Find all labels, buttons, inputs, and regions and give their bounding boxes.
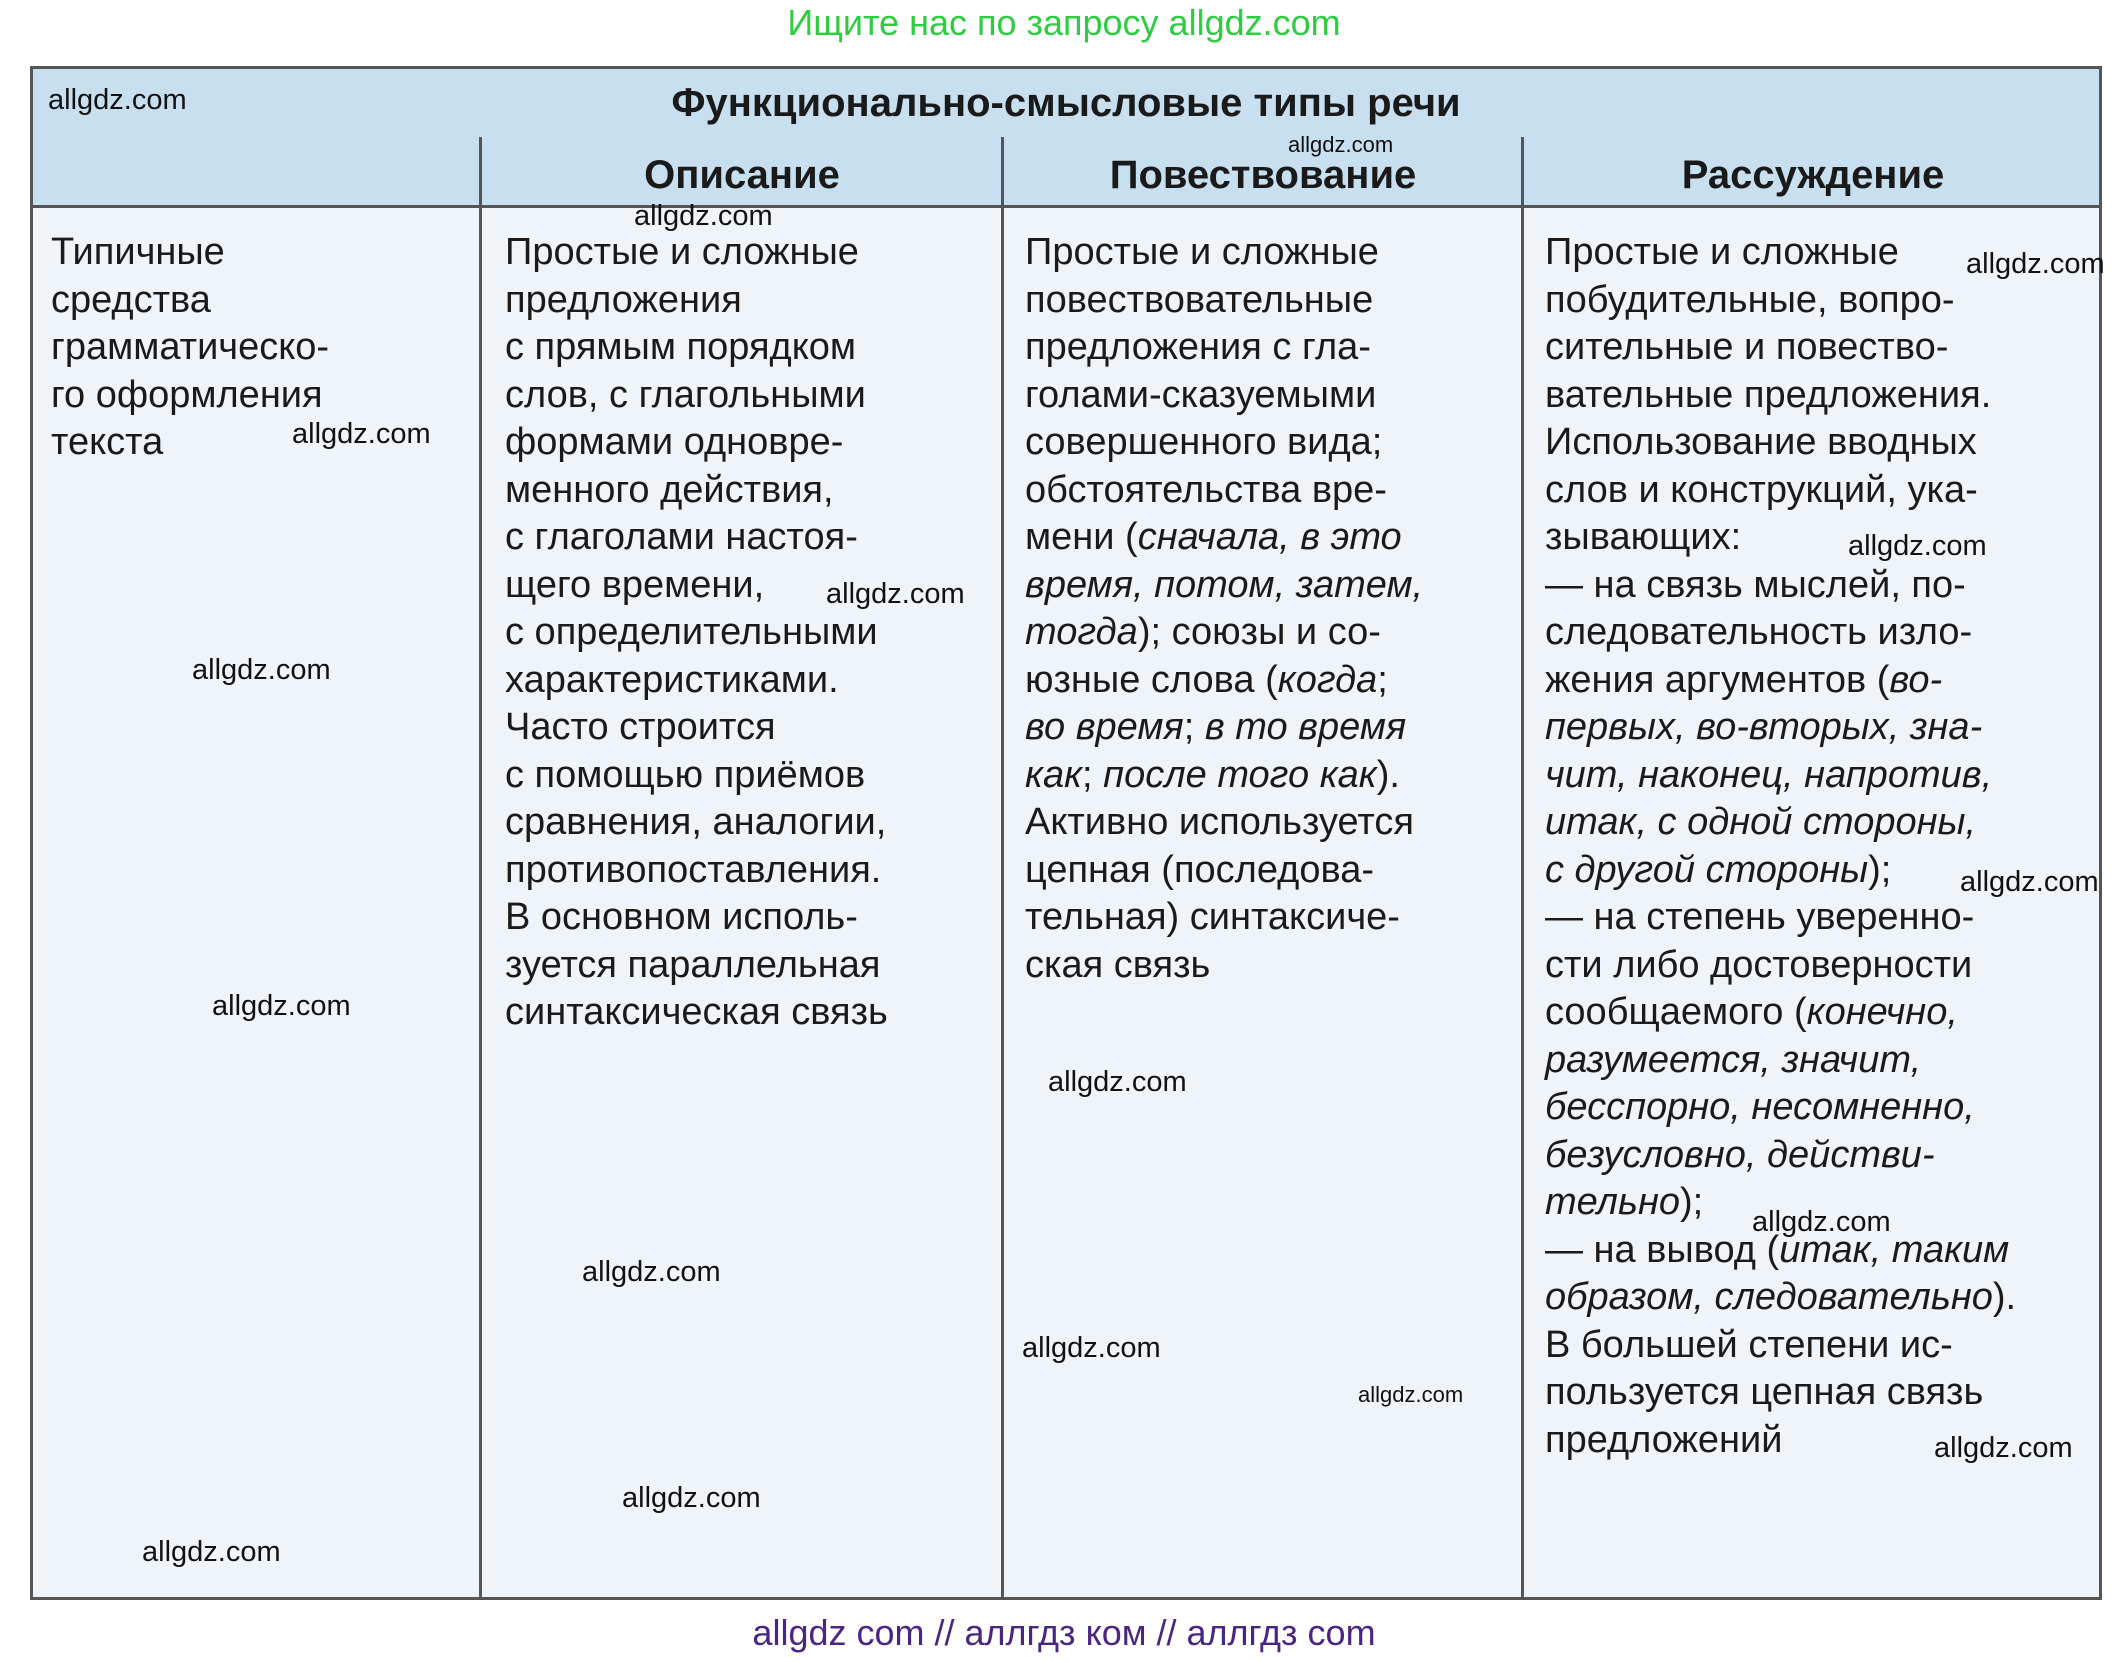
column-header-description: Описание <box>644 153 840 197</box>
column-divider <box>1521 137 1524 1597</box>
top-banner: Ищите нас по запросу allgdz.com <box>787 2 1341 43</box>
watermark: allgdz.com <box>826 578 965 610</box>
column-header-narration: Повествование <box>1109 153 1417 197</box>
watermark: allgdz.com <box>622 1482 761 1514</box>
row-label-cell: Типичные средства грамматическо- го оформления текста <box>51 231 330 463</box>
watermark: allgdz.com <box>1934 1432 2073 1464</box>
watermark: allgdz.com <box>634 200 773 232</box>
column-headers <box>33 137 2099 208</box>
description-cell: Простые и сложные предложения с прямым порядком слов, с глагольными формами одновре- менного действия, с глаголами настоя- щего времени, с определительными характеристиками. Часто строится с помощью приёмов сравнения, аналогии, противопоставления. В основном исполь- зуется параллельная синтаксическая связь <box>505 231 888 1033</box>
watermark: allgdz.com <box>1966 248 2105 280</box>
watermark: allgdz.com <box>1960 866 2099 898</box>
column-divider <box>479 137 482 1597</box>
watermark: allgdz.com <box>582 1256 721 1288</box>
watermark: allgdz.com <box>1358 1382 1464 1407</box>
speech-types-table <box>30 66 2102 1600</box>
watermark: allgdz.com <box>192 654 331 686</box>
watermark: allgdz.com <box>1752 1206 1891 1238</box>
column-header-reasoning: Рассуждение <box>1681 153 1945 197</box>
watermark: allgdz.com <box>48 84 187 116</box>
reasoning-cell: Простые и сложные побудительные, вопро- сительные и повество- вательные предложения. Использование вводных слов и конструкций, ука- зывающих: — на связь мыслей, по- следовательность изло- жения аргументов (во- первых, во-вторых, зна- чит, наконец, напротив, итак, с одной стороны, с другой стороны); — на степень уверенно- сти либо достоверности сообщаемого (конечно, разумеется, значит, бесспорно, несомненно, безусловно, действи- тельно); — на вывод (итак, таким образом, следовательно). В большей степени ис- пользуется цепная связь предложений <box>1545 231 2017 1461</box>
narration-cell: Простые и сложные повествовательные предложения с гла- голами-сказуемыми совершенного вида; обстоятельства вре- мени (сначала, в это время, потом, затем, тогда); союзы и со- юзные слова (когда; во время; в то время как; после того как). Активно используется цепная (последова- тельная) синтаксиче- ская связь <box>1025 231 1424 986</box>
bottom-banner: allgdz com // аллгдз ком // аллгдз com <box>752 1612 1376 1653</box>
watermark: allgdz.com <box>142 1536 281 1568</box>
column-divider <box>1001 137 1004 1597</box>
watermark: allgdz.com <box>1848 530 1987 562</box>
table-title: Функционально-смысловые типы речи <box>33 69 2099 139</box>
watermark: allgdz.com <box>212 990 351 1022</box>
watermark: allgdz.com <box>1048 1066 1187 1098</box>
watermark: allgdz.com <box>1022 1332 1161 1364</box>
watermark: allgdz.com <box>1288 132 1394 157</box>
watermark: allgdz.com <box>292 418 431 450</box>
